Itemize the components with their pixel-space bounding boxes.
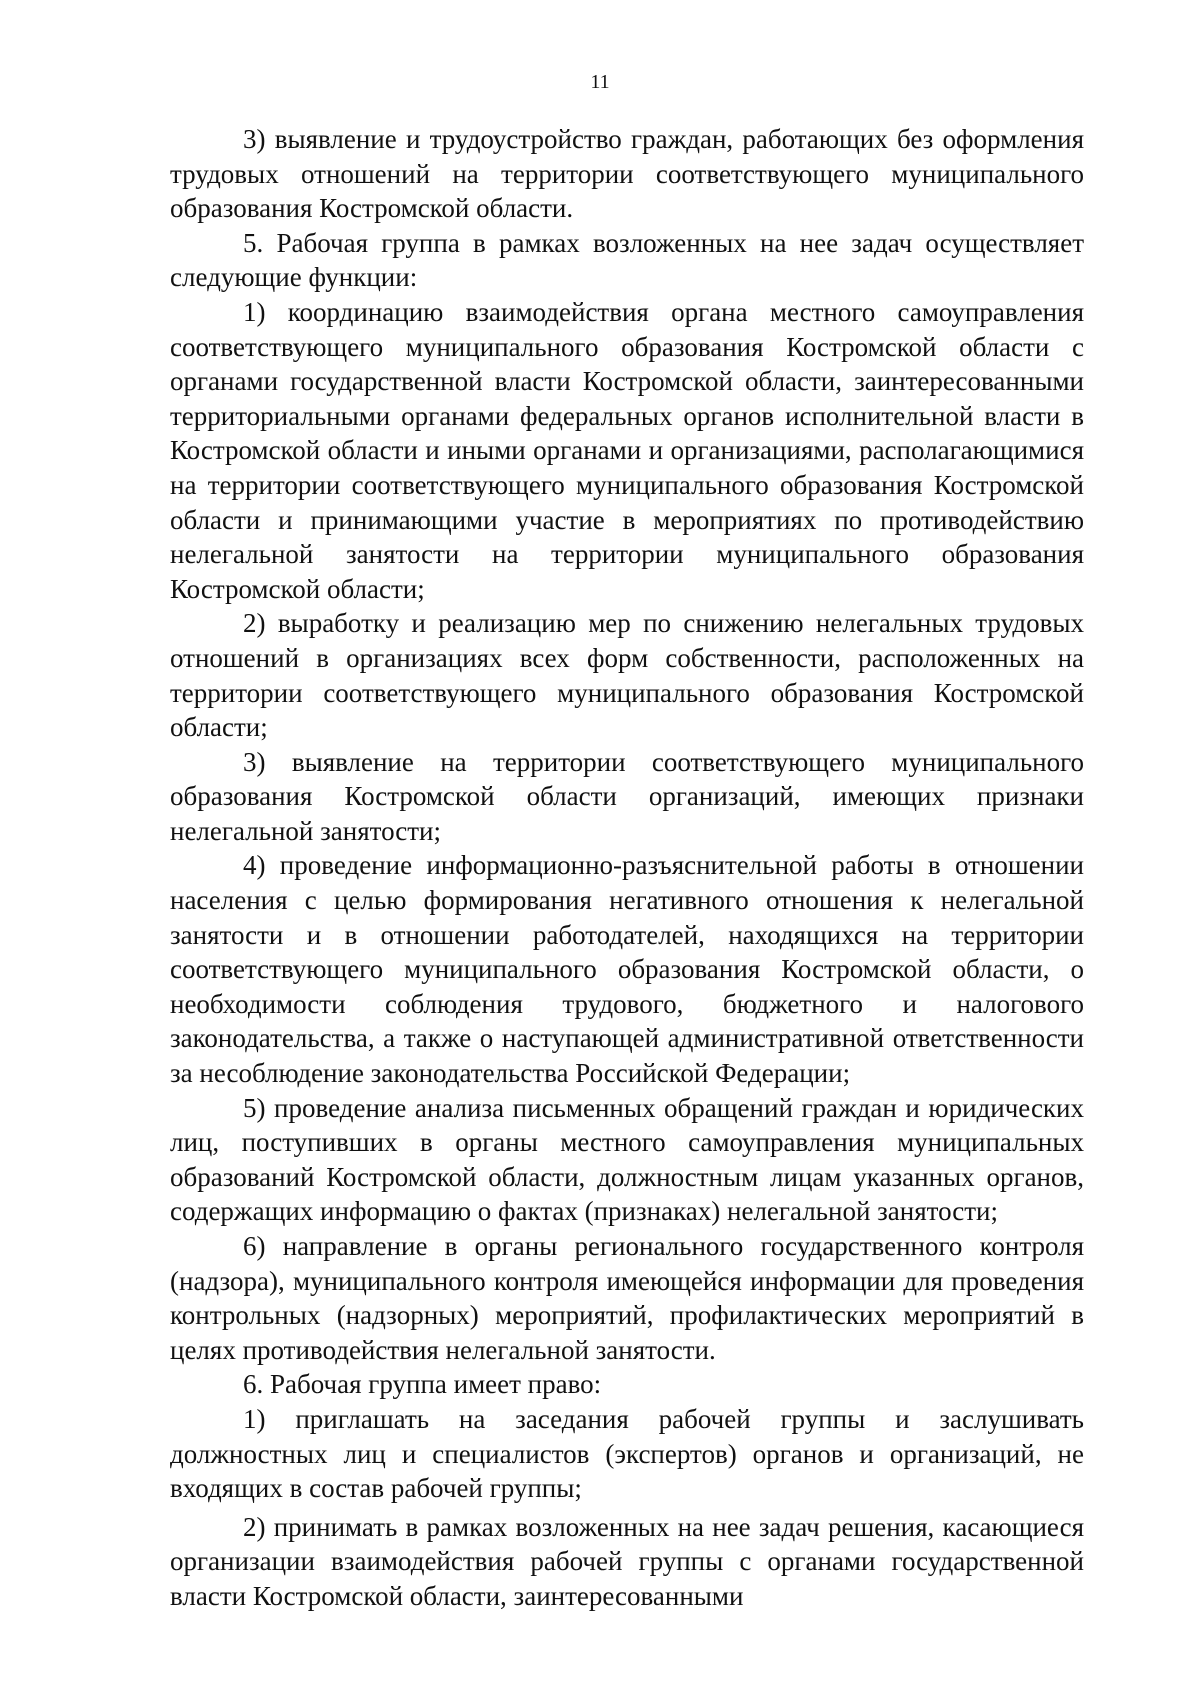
paragraph-function-3-identification: 3) выявление на территории соответствующего муниципального образования Костромской области организаций, имеющих признаки нелегальной занятости; (170, 746, 1084, 846)
paragraph-item-3-identification: 3) выявление и трудоустройство граждан, работающих без оформления трудовых отношений на территории соответствующего муниципального образования Костромской области. (170, 124, 1084, 224)
paragraph-function-1-coordination: 1) координацию взаимодействия органа местного самоуправления соответствующего муниципального образования Костромской области с органами государственной власти Костромской области, заинтересованными территориальными органами федеральных органов исполнительной власти в Костромской области и иными органами и организациями, располагающимися на территории соответствующего муниципального образования Костромской области и принимающими участие в мероприятиях по противодействию нелегальной занятости на территории муниципального образования Костромской области; (170, 296, 1084, 604)
page-number: 11 (590, 71, 610, 93)
paragraph-right-2-decisions: 2) принимать в рамках возложенных на нее задач решения, касающиеся организации взаимодействия рабочей группы с органами государственной власти Костромской области, заинтересованными (170, 1511, 1084, 1611)
paragraph-function-6-referral: 6) направление в органы регионального государственного контроля (надзора), муниципального контроля имеющейся информации для проведения контрольных (надзорных) мероприятий, профилактических мероприятий в целях противодействия нелегальной занятости. (170, 1231, 1084, 1365)
paragraph-section-5-functions: 5. Рабочая группа в рамках возложенных на нее задач осуществляет следующие функции: (170, 227, 1084, 293)
paragraph-section-6-rights: 6. Рабочая группа имеет право: (243, 1369, 602, 1400)
paragraph-function-5-analysis: 5) проведение анализа письменных обращений граждан и юридических лиц, поступивших в органы местного самоуправления муниципальных образований Костромской области, должностным лицам указанных органов, содержащих информацию о фактах (признаках) нелегальной занятости; (170, 1092, 1084, 1227)
paragraph-function-4-outreach: 4) проведение информационно-разъяснительной работы в отношении населения с целью формирования негативного отношения к нелегальной занятости и в отношении работодателей, находящихся на территории соответствующего муниципального образования Костромской области, о необходимости соблюдения трудового, бюджетного и налогового законодательства, а также о наступающей административной ответственности за несоблюдение законодательства Российской Федерации; (170, 850, 1084, 1089)
paragraph-right-1-invite: 1) приглашать на заседания рабочей группы и заслушивать должностных лиц и специалистов (экспертов) органов и организаций, не входящих в состав рабочей группы; (170, 1403, 1084, 1504)
document-body (170, 122, 1084, 1614)
paragraph-function-2-measures: 2) выработку и реализацию мер по снижению нелегальных трудовых отношений в организациях всех форм собственности, расположенных на территории соответствующего муниципального образования Костромской области; (170, 608, 1084, 743)
